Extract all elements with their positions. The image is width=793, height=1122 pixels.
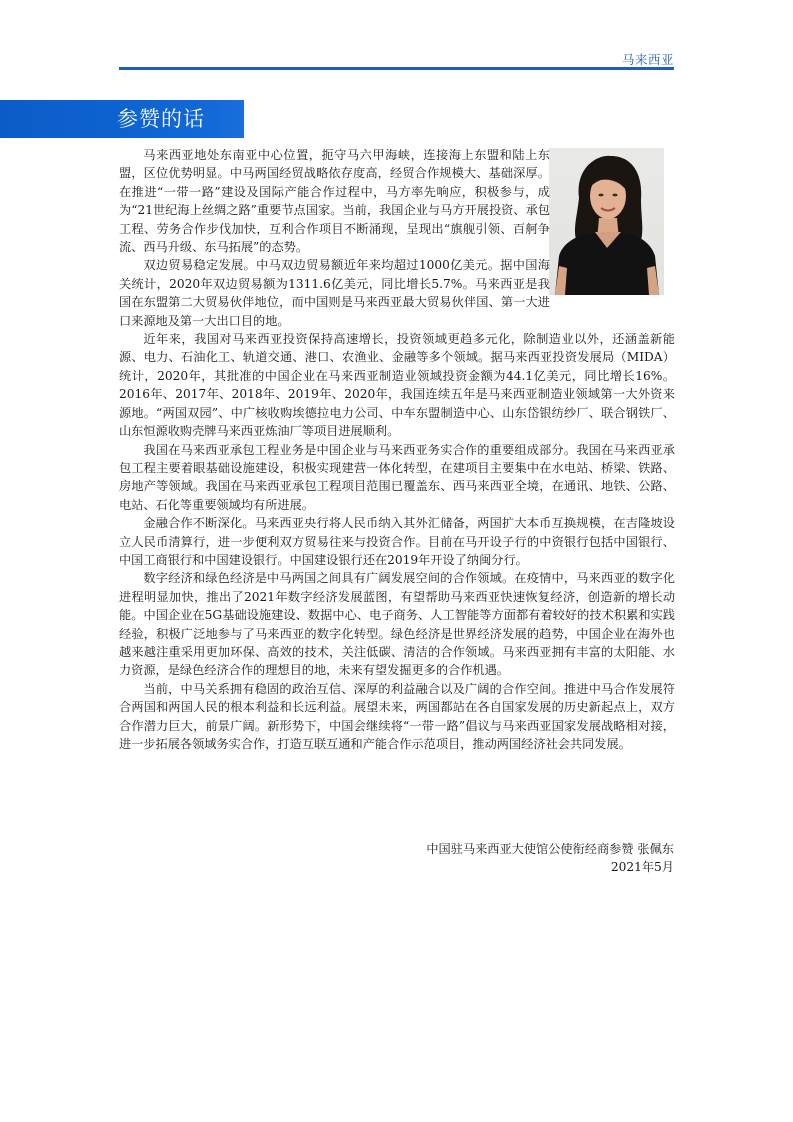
article-body bbox=[119, 146, 675, 753]
section-label: 马来西亚 bbox=[621, 52, 674, 67]
signature-date: 2021年5月 bbox=[610, 860, 674, 875]
paragraph: 马来西亚地处东南亚中心位置，扼守马六甲海峡，连接海上东盟和陆上东盟，区位优势明显。中马两国经贸战略依存度高，经贸合作规模大、基础深厚。在推进“一带一路”建设及国际产能合作过程中，马方率先响应，积极参与，成为“21世纪海上丝绸之路”重要节点国家。当前，我国企业与马方开展投资、承包工程、劳务合作步伐加快，互利合作项目不断涌现，呈现出“旗舰引领、百舸争流、西马升级、东马拓展”的态势。 bbox=[119, 148, 550, 255]
paragraph: 近年来，我国对马来西亚投资保持高速增长，投资领域更趋多元化，除制造业以外，还涵盖新能源、电力、石油化工、轨道交通、港口、农渔业、金融等多个领域。据马来西亚投资发展局（MIDA）统计，2020年，其批准的中国企业在马来西亚制造业领域投资金额为44.1亿美元，同比增长16%。2016年、2017年、2018年、2019年、2020年，我国连续五年是马来西亚制造业领域第一大外资来源地。“两国双园”、中广核收购埃德拉电力公司、中车东盟制造中心、山东岱银纺纱厂、联合钢铁厂、山东恒源收购壳牌马来西亚炼油厂等项目进展顺利。 bbox=[119, 332, 675, 439]
title-banner bbox=[0, 100, 244, 138]
header-divider bbox=[119, 67, 674, 70]
paragraph: 当前，中马关系拥有稳固的政治互信、深厚的利益融合以及广阔的合作空间。推进中马合作发展符合两国和两国人民的根本利益和长远利益。展望未来，两国都站在各自国家发展的历史新起点上，双方合作潜力巨大，前景广阔。新形势下，中国会继续将“一带一路”倡议与马来西亚国家发展战略相对接，进一步拓展各领域务实合作，打造互联互通和产能合作示范项目，推动两国经济社会共同发展。 bbox=[119, 681, 675, 751]
signature-block bbox=[426, 840, 674, 877]
photo-spacer bbox=[550, 146, 675, 296]
paragraph: 双边贸易稳定发展。中马双边贸易额近年来均超过1000亿美元。据中国海关统计，2020年双边贸易额为1311.6亿美元，同比增长5.7%。马来西亚是我国在东盟第二大贸易伙伴地位，而中国则是马来西亚最大贸易伙伴国、第一大进口来源地及第一大出口目的地。 bbox=[119, 258, 550, 328]
signature-author: 中国驻马来西亚大使馆公使衔经商参赞 张佩东 bbox=[426, 842, 674, 856]
paragraph: 数字经济和绿色经济是中马两国之间具有广阔发展空间的合作领域。在疫情中，马来西亚的数字化进程明显加快，推出了2021年数字经济发展蓝图，有望帮助马来西亚快速恢复经济，创造新的增长动能。中国企业在5G基础设施建设、数据中心、电子商务、人工智能等方面都有着较好的技术积累和实践经验，积极广泛地参与了马来西亚的数字化转型。绿色经济是世界经济发展的趋势，中国企业在海外也越来越注重采用更加环保、高效的技术，关注低碳、清洁的合作领域。马来西亚拥有丰富的太阳能、水力资源，是绿色经济合作的理想目的地，未来有望发掘更多的合作机遇。 bbox=[119, 571, 675, 678]
paragraph: 金融合作不断深化。马来西亚央行将人民币纳入其外汇储备，两国扩大本币互换规模，在吉隆坡设立人民币清算行，进一步便利双方贸易往来与投资合作。目前在马开设子行的中资银行包括中国银行、中国工商银行和中国建设银行。中国建设银行还在2019年开设了纳闽分行。 bbox=[119, 516, 675, 567]
page-title: 参赞的话 bbox=[117, 107, 205, 131]
paragraph: 我国在马来西亚承包工程业务是中国企业与马来西亚务实合作的重要组成部分。我国在马来西亚承包工程主要着眼基础设施建设，积极实现建营一体化转型，在建项目主要集中在水电站、桥梁、铁路、房地产等领域。我国在马来西亚承包工程项目范围已覆盖东、西马来西亚全境，在通讯、地铁、公路、电站、石化等重要领域均有所进展。 bbox=[119, 442, 675, 512]
